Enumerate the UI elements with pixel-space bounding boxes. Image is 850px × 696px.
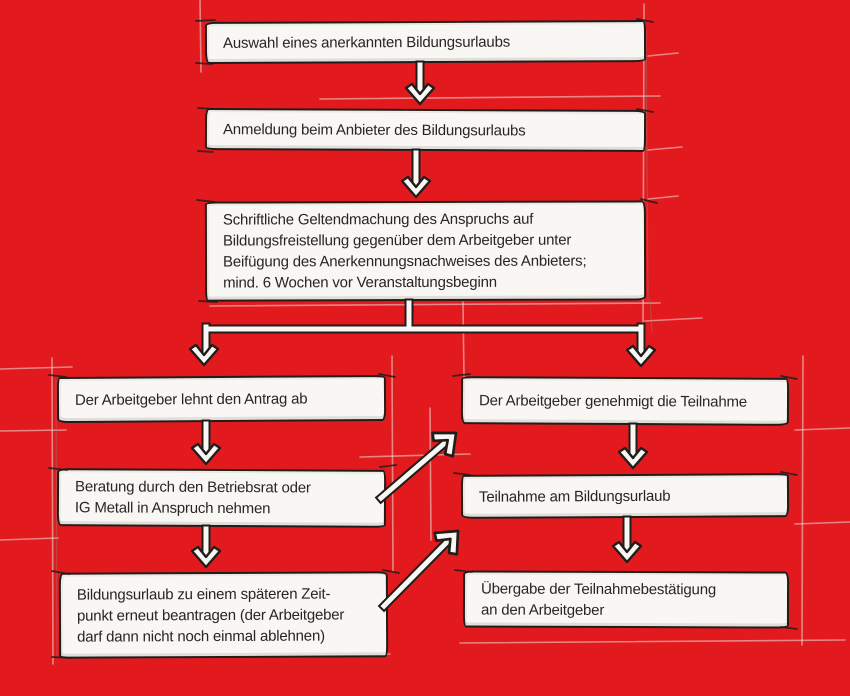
node-label: Der Arbeitgeber genehmigt die Teilnahme: [478, 391, 747, 411]
node-label: Anmeldung beim Anbieter des Bildungsurlaubs: [222, 120, 526, 139]
node-label: Der Arbeitgeber lehnt den Antrag ab: [74, 389, 308, 409]
node-label: Übergabe der Teilnahmebestätigung an den Arbeitgeber: [480, 579, 717, 619]
node-employer-approves: [461, 376, 789, 426]
node-employer-rejects: [57, 375, 386, 423]
arrow-down-icon: [192, 547, 220, 567]
node-label: Bildungsurlaub zu einem späteren Zeit- punkt erneut beantragen (der Arbeitgeber darf dann nicht noch einmal ablehnen): [76, 585, 345, 646]
node-label: Beratung durch den Betriebsrat oder IG Metall in Anspruch nehmen: [74, 478, 311, 518]
node-works-council-advice: [57, 468, 386, 528]
arrow-down-icon: [192, 444, 220, 464]
node-participation: [461, 473, 789, 519]
arrow-down-icon: [619, 448, 647, 468]
node-hand-over-confirmation: [463, 570, 789, 628]
arrow-down-icon: [402, 177, 430, 197]
arrow-down-icon: [627, 346, 655, 366]
node-select-bildungsurlaub: [205, 20, 646, 64]
arrow-down-icon: [613, 542, 641, 562]
arrow-up-right-icon: [432, 520, 469, 557]
node-written-claim: [205, 200, 646, 301]
node-register-with-provider: [205, 108, 646, 152]
node-reapply-later: [59, 571, 388, 658]
arrow-down-icon: [406, 84, 434, 104]
node-label: Teilnahme am Bildungsurlaub: [478, 487, 671, 506]
arrow-up-right-icon: [429, 421, 466, 459]
node-label: Auswahl eines anerkannten Bildungsurlaubs: [222, 33, 511, 52]
arrow-down-icon: [190, 345, 218, 365]
node-label: Schriftliche Geltendmachung des Anspruchs auf Bildungsfreistellung gegenüber dem Arbeitgeber unter Beifügung des Anerkennungsnachweises des Anbieters; mind. 6 Wochen vor Veranstaltungsbeginn: [222, 210, 587, 292]
